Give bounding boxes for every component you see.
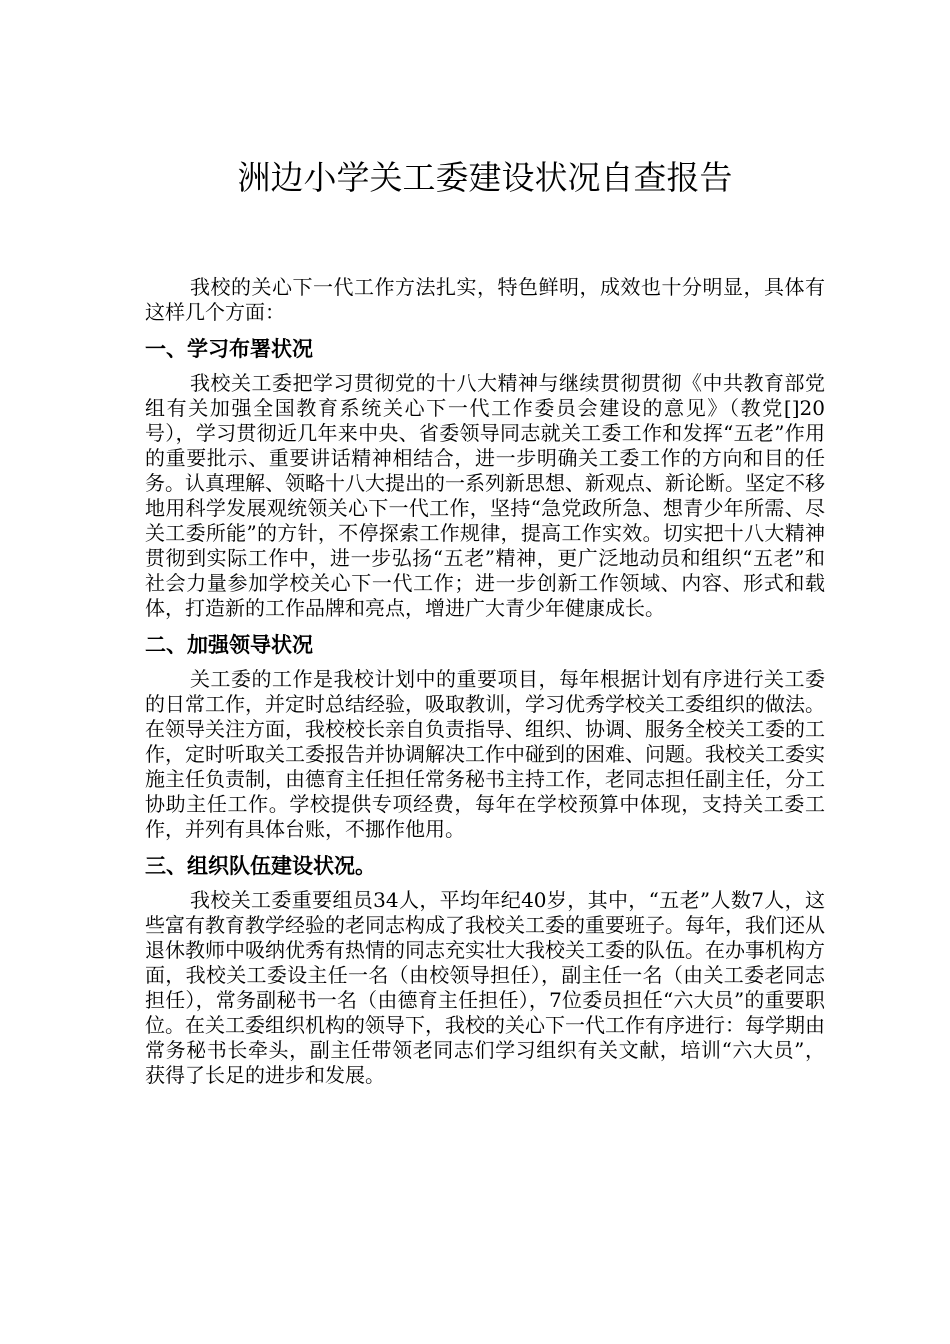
document-body (145, 275, 825, 1088)
section-heading-2: 二、加强领导状况 (145, 633, 313, 657)
section-heading-3: 三、组织队伍建设状况。 (145, 854, 376, 878)
section-paragraph-1: 我校关工委把学习贯彻党的十八大精神与继续贯彻贯彻《中共教育部党组有关加强全国教育系统关心下一代工作委员会建设的意见》（教党[]20号），学习贯彻近几年来中央、省委领导同志就关工委工作和发挥“五老”作用的重要批示、重要讲话精神相结合，进一步明确关工委工作的方向和目的任务。认真理解、领略十八大提出的一系列新思想、新观点、新论断。坚定不移地用科学发展观统领关心下一代工作，坚持“急党政所急、想青少年所需、尽关工委所能”的方针，不停探索工作规律，提高工作实效。切实把十八大精神贯彻到实际工作中，进一步弘扬“五老”精神，更广泛地动员和组织“五老”和社会力量参加学校关心下一代工作；进一步创新工作领域、内容、形式和载体，打造新的工作品牌和亮点，增进广大青少年健康成长。 (145, 371, 825, 620)
section-paragraph-3: 我校关工委重要组员34人，平均年纪40岁，其中，“五老”人数7人，这些富有教育教学经验的老同志构成了我校关工委的重要班子。每年，我们还从退休教师中吸纳优秀有热情的同志充实壮大我校关工委的队伍。在办事机构方面，我校关工委设主任一名（由校领导担任），副主任一名（由关工委老同志担任），常务副秘书一名（由德育主任担任），7位委员担任“六大员”的重要职位。在关工委组织机构的领导下，我校的关心下一代工作有序进行：每学期由常务秘书长牵头，副主任带领老同志们学习组织有关文献，培训“六大员”，获得了长足的进步和发展。 (145, 888, 825, 1087)
document-title: 洲边小学关工委建设状况自查报告 (237, 158, 733, 197)
intro-paragraph: 我校的关心下一代工作方法扎实，特色鲜明，成效也十分明显，具体有这样几个方面： (145, 275, 825, 324)
section-paragraph-2: 关工委的工作是我校计划中的重要项目，每年根据计划有序进行关工委的日常工作，并定时总结经验，吸取教训，学习优秀学校关工委组织的做法。在领导关注方面，我校校长亲自负责指导、组织、协调、服务全校关工委的工作，定时听取关工委报告并协调解决工作中碰到的困难、问题。我校关工委实施主任负责制，由德育主任担任常务秘书主持工作，老同志担任副主任，分工协助主任工作。学校提供专项经费，每年在学校预算中体现，支持关工委工作，并列有具体台账，不挪作他用。 (145, 667, 825, 841)
section-heading-1: 一、学习布署状况 (145, 337, 313, 361)
